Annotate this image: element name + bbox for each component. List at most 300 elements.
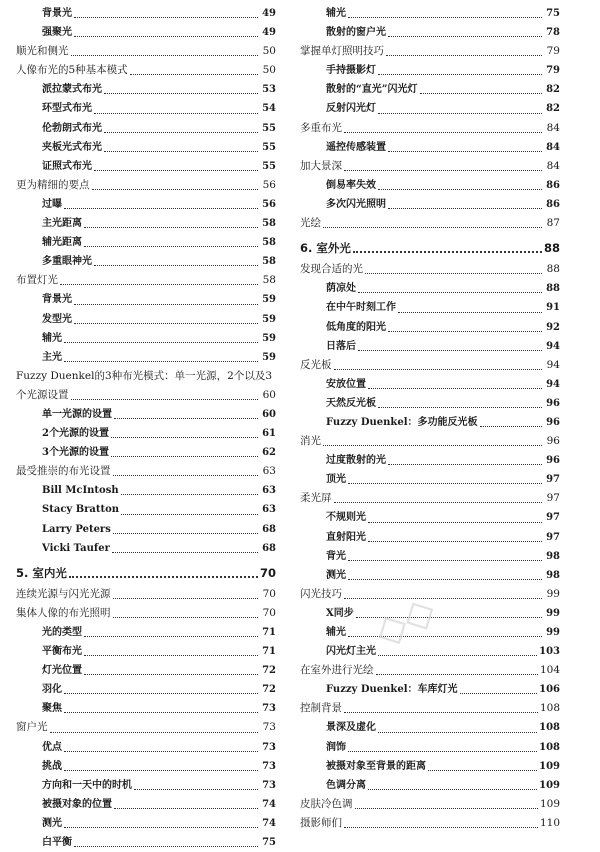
dot-leader [344,170,542,171]
toc-entry-title: 测光 [42,817,62,829]
dot-leader [480,426,542,427]
toc-entry[interactable] [300,604,560,623]
toc-entry-title: 2个光源的设置 [42,428,109,440]
toc-entry[interactable] [300,547,560,566]
toc-entry[interactable] [300,318,560,337]
toc-entry-title: 集体人像的布光照明 [16,606,111,619]
toc-entry[interactable] [300,157,560,176]
toc-page-number: 94 [546,378,560,390]
dot-leader [113,533,258,534]
toc-page-number: 78 [546,27,560,39]
toc-entry-title: 在中午时刻工作 [326,302,396,314]
toc-entry-title: 景深及虚化 [326,722,376,734]
toc-entry-title: 更为精细的要点 [16,178,90,191]
dot-leader [111,456,258,457]
toc-entry-title: 荫凉处 [326,283,356,295]
dot-leader [74,17,258,18]
dot-leader [378,407,542,408]
toc-entry-title: 单一光源的设置 [42,408,112,420]
dot-leader [64,712,258,713]
toc-entry[interactable] [16,99,276,118]
toc-page-number: 59 [262,313,276,325]
toc-entry-title: 天然反光板 [326,397,376,409]
toc-entry-title: Bill McIntosh [42,485,119,497]
toc-entry-title: 手持摄影灯 [326,65,376,77]
toc-page-number: 84 [546,121,560,134]
dot-leader [356,617,542,618]
toc-page-number: 103 [539,646,560,658]
dot-leader [94,113,258,114]
toc-entry-title: 直射阳光 [326,531,366,543]
toc-page-number: 99 [546,627,560,638]
dot-leader [386,55,542,56]
toc-entry-title: 被摄对象至背景的距离 [326,760,426,772]
dot-leader [111,437,258,438]
dot-leader [378,732,537,733]
toc-entry[interactable] [300,718,560,737]
dot-leader [134,789,258,790]
dot-leader [84,246,258,247]
toc-page-number: 87 [546,217,560,230]
dot-leader [104,132,258,133]
toc-page-number: 96 [546,416,560,428]
toc-entry-title: 平衡布光 [42,646,82,658]
toc-page-number: 96 [546,455,560,467]
toc-chapter-heading[interactable] [16,564,276,583]
toc-entry[interactable] [300,214,560,233]
toc-entry-title: 测光 [326,569,346,581]
toc-entry-title: 背景光 [42,8,72,19]
toc-entry[interactable] [16,500,276,519]
toc-entry[interactable] [300,795,560,814]
toc-entry[interactable] [16,195,276,214]
toc-entry-title: 主光距离 [42,218,82,230]
toc-entry-title: 反光板 [300,358,332,371]
toc-page-number: 73 [262,741,276,753]
toc-page-number: 56 [262,178,276,191]
toc-entry[interactable] [300,80,560,99]
toc-entry[interactable] [300,757,560,776]
toc-page-number: 70 [262,606,276,619]
dot-leader [368,789,537,790]
toc-entry[interactable] [16,424,276,443]
toc-entry[interactable] [300,61,560,80]
toc-page-number: 109 [539,760,560,772]
dot-leader [113,617,259,618]
toc-entry-title: 发型光 [42,313,72,325]
toc-entry[interactable] [16,776,276,795]
dot-leader [112,552,258,553]
toc-page-number: 109 [539,779,560,791]
toc-entry-title: 被摄对象的位置 [42,798,112,810]
toc-entry-title: 光绘 [300,217,321,230]
toc-left-column [16,4,276,852]
dot-leader [50,732,259,733]
toc-page-number: 58 [262,218,276,230]
toc-entry[interactable] [300,42,560,61]
dot-leader [388,151,542,152]
toc-entry[interactable] [16,481,276,500]
toc-entry[interactable] [300,337,560,356]
toc-entry[interactable] [16,23,276,42]
toc-entry[interactable] [300,279,560,298]
dot-leader [64,693,258,694]
toc-entry-title: 掌握单灯照明技巧 [300,45,384,58]
toc-page-number: 86 [546,198,560,210]
toc-entry[interactable] [16,443,276,462]
toc-page-number: 96 [546,397,560,409]
dot-leader [348,636,542,637]
dot-leader [348,751,537,752]
toc-page-number: 94 [546,358,560,371]
toc-chapter-heading[interactable] [300,239,560,258]
toc-page-number: 55 [262,122,276,134]
toc-page-number: 58 [262,256,276,268]
toc-entry[interactable] [16,661,276,680]
toc-entry[interactable] [300,138,560,157]
toc-entry[interactable] [16,214,276,233]
toc-page-number: 55 [262,141,276,153]
toc-page-number: 56 [262,198,276,210]
toc-page-number: 50 [262,45,276,58]
toc-page-number: 72 [262,665,276,677]
toc-entry-title: 不规则光 [326,512,366,524]
toc-entry[interactable] [16,585,276,604]
toc-page-number: 110 [539,816,560,829]
toc-page-number: 59 [262,351,276,363]
dot-leader [365,273,542,274]
toc-page-number: 88 [546,283,560,295]
toc-entry[interactable] [16,623,276,642]
dot-leader [368,522,542,523]
toc-page-number: 84 [546,141,560,153]
toc-entry-title: Fuzzy Duenkel：多功能反光板 [326,416,478,428]
toc-entry[interactable] [300,508,560,527]
dot-leader [344,132,542,133]
dot-leader [348,17,542,18]
toc-entry-title: 3个光源的设置 [42,447,109,459]
toc-entry[interactable] [300,195,560,214]
toc-entry[interactable] [16,814,276,833]
dot-leader [344,712,538,713]
toc-page-number: 63 [262,504,276,516]
dot-leader [104,151,258,152]
dot-leader [378,74,542,75]
toc-entry[interactable] [16,233,276,252]
toc-entry[interactable] [16,348,276,367]
dot-leader [113,475,259,476]
toc-page-number: 75 [546,8,560,19]
dot-leader [84,674,258,675]
toc-entry[interactable] [300,375,560,394]
dot-leader [74,323,258,324]
toc-page-number: 50 [262,64,276,77]
toc-entry-title: 消光 [300,435,321,448]
toc-page-number: 73 [262,721,276,734]
toc-entry[interactable] [16,176,276,195]
toc-entry-title: 灯光位置 [42,665,82,677]
dot-leader [323,227,542,228]
dot-leader [388,331,542,332]
toc-entry-title: 光的类型 [42,627,82,638]
toc-page-number: 58 [262,237,276,249]
dot-leader [348,483,542,484]
toc-page-number: 62 [262,447,276,459]
toc-entry-title: 布置灯光 [16,274,58,287]
toc-entry-title: 5. 室内光 [16,565,67,580]
dot-leader [113,598,259,599]
toc-entry[interactable] [300,119,560,138]
toc-entry-title: 闪光技巧 [300,587,342,600]
toc-page-number: 55 [262,160,276,172]
dot-leader [104,93,258,94]
toc-entry[interactable] [16,795,276,814]
toc-entry-title: 羽化 [42,684,62,696]
dot-leader [388,208,542,209]
toc-entry[interactable] [16,310,276,329]
toc-entry[interactable] [16,604,276,623]
toc-entry-title: Fuzzy Duenkel的3种布光模式：单一光源，2个以及3 [16,369,273,382]
toc-entry[interactable] [300,176,560,195]
toc-entry[interactable] [300,489,560,508]
toc-page-number: 59 [262,294,276,306]
toc-entry[interactable] [300,413,560,432]
toc-entry[interactable] [16,539,276,558]
toc-page-number: 70 [259,565,276,580]
toc-page-number: 73 [262,779,276,791]
toc-entry[interactable] [16,718,276,737]
toc-entry-title: 辅光 [326,8,346,19]
toc-entry-title: 人像布光的5种基本模式 [16,64,128,77]
dot-leader [60,284,258,285]
toc-entry-title: 在室外进行光绘 [300,664,374,677]
toc-entry[interactable] [16,80,276,99]
dot-leader [64,770,258,771]
dot-leader [69,576,258,578]
toc-entry-title: 顶光 [326,474,346,486]
toc-entry[interactable] [16,462,276,481]
toc-right-column [300,4,560,833]
toc-entry-title: 安放位置 [326,378,366,390]
toc-entry[interactable] [16,61,276,80]
toc-entry[interactable] [16,42,276,61]
dot-leader [64,827,258,828]
toc-page-number: 61 [262,428,276,440]
toc-entry[interactable] [300,356,560,375]
dot-leader [71,399,259,400]
toc-entry-title: 挑战 [42,760,62,772]
toc-entry-title: 控制背景 [300,702,342,715]
dot-leader [84,636,258,637]
toc-entry[interactable] [300,260,560,279]
toc-entry-title: 多次闪光照明 [326,198,386,210]
dot-leader [334,369,543,370]
toc-entry-title: X同步 [326,607,354,619]
toc-entry-title: 遥控传感装置 [326,141,386,153]
dot-leader [74,846,258,847]
toc-page-number: 58 [262,274,276,287]
toc-entry[interactable] [16,833,276,852]
toc-entry-title: 聚焦 [42,703,62,715]
toc-entry[interactable] [16,119,276,138]
dot-leader [420,93,542,94]
toc-entry[interactable] [300,623,560,642]
toc-entry-title: 环型式布光 [42,103,92,115]
toc-entry[interactable] [300,814,560,833]
toc-entry[interactable] [16,157,276,176]
toc-entry[interactable] [16,642,276,661]
toc-entry[interactable] [300,680,560,699]
toc-page-number: 79 [546,65,560,77]
toc-entry[interactable] [16,329,276,348]
toc-entry[interactable] [16,138,276,157]
toc-entry[interactable] [300,585,560,604]
toc-entry[interactable] [300,470,560,489]
toc-entry[interactable] [300,451,560,470]
dot-leader [84,227,258,228]
toc-entry[interactable] [16,680,276,699]
toc-page-number: 108 [539,741,560,753]
toc-entry[interactable] [16,405,276,424]
toc-entry-title: 顺光和侧光 [16,45,69,58]
toc-entry-title: 连续光源与闪光光源 [16,587,111,600]
toc-entry[interactable] [300,394,560,413]
dot-leader [368,388,542,389]
toc-page-number: 71 [262,627,276,638]
toc-entry[interactable] [300,661,560,680]
dot-leader [94,170,258,171]
toc-entry-title: 背景光 [42,294,72,306]
toc-entry[interactable] [16,290,276,309]
toc-entry-title: 个光源设置 [16,388,69,401]
dot-leader [84,655,258,656]
toc-entry-title: 发现合适的光 [300,263,363,276]
toc-entry-title: 方向和一天中的时机 [42,779,132,791]
toc-entry[interactable] [16,757,276,776]
dot-leader [378,655,537,656]
toc-entry-title: 色调分离 [326,779,366,791]
toc-page-number: 70 [262,587,276,600]
toc-entry[interactable] [300,738,560,757]
toc-entry-title: 反射闪光灯 [326,103,376,115]
dot-leader [114,418,258,419]
dot-leader [344,598,542,599]
toc-entry[interactable] [300,699,560,718]
toc-entry[interactable] [300,642,560,661]
dot-leader [121,494,258,495]
dot-leader [121,514,258,515]
dot-leader [428,770,537,771]
toc-entry-title: Fuzzy Duenkel：车库灯光 [326,684,458,696]
toc-page-number: 91 [546,302,560,314]
toc-page-number: 68 [262,542,276,554]
toc-entry-title: 白平衡 [42,837,72,849]
toc-page-number: 49 [262,8,276,19]
toc-page-number: 71 [262,646,276,658]
toc-entry-title: 加大景深 [300,159,342,172]
toc-page-number: 63 [262,485,276,497]
dot-leader [358,350,542,351]
toc-entry[interactable] [16,271,276,290]
toc-entry-title: 皮肤冷色调 [300,797,353,810]
dot-leader [378,113,542,114]
toc-entry-title: 窗户光 [16,721,48,734]
dot-leader [388,464,542,465]
toc-entry[interactable] [300,566,560,585]
toc-page-number: 94 [546,340,560,352]
toc-entry-title: 主光 [42,351,62,363]
toc-entry-title: Stacy Bratton [42,504,120,516]
toc-page-number: 88 [546,263,560,276]
toc-entry-title: 柔光屏 [300,492,332,505]
toc-entry-title: 背光 [326,550,346,562]
dot-leader [64,208,258,209]
toc-entry-title: 低角度的阳光 [326,321,386,333]
dot-leader [71,55,259,56]
dot-leader [74,304,258,305]
toc-entry-title: Larry Peters [42,523,111,535]
toc-entry[interactable] [16,4,276,23]
toc-entry-title: Vicki Taufer [42,542,110,554]
toc-page-number: 98 [546,550,560,562]
dot-leader [92,189,259,190]
toc-page-number: 75 [262,837,276,849]
dot-leader [368,541,542,542]
toc-page-number: 73 [262,760,276,772]
toc-page-number: 84 [546,159,560,172]
toc-page-number: 60 [262,408,276,420]
toc-entry[interactable] [16,386,276,405]
toc-page-number: 98 [546,569,560,581]
toc-page-number: 74 [262,817,276,829]
toc-entry[interactable] [300,99,560,118]
watermark: ◇◇ [366,586,443,656]
toc-page-number: 82 [546,103,560,115]
toc-entry-title: 多重眼神光 [42,256,92,268]
dot-leader [376,674,538,675]
dot-leader [348,579,542,580]
toc-page-number: 97 [546,474,560,486]
toc-entry[interactable] [16,699,276,718]
toc-entry[interactable] [16,520,276,539]
toc-entry[interactable] [16,367,276,386]
toc-entry[interactable] [300,776,560,795]
toc-entry-title: 优点 [42,741,62,753]
dot-leader [353,251,542,253]
toc-page-number: 106 [539,684,560,696]
toc-page-number: 73 [262,703,276,715]
toc-entry[interactable] [300,23,560,42]
toc-page-number: 108 [539,722,560,734]
toc-page-number: 72 [262,684,276,696]
dot-leader [114,808,258,809]
toc-page-number: 109 [539,797,560,810]
toc-entry[interactable] [16,738,276,757]
toc-entry[interactable] [300,4,560,23]
toc-entry-title: 辅光 [326,627,346,638]
toc-entry[interactable] [300,528,560,547]
toc-entry[interactable] [16,252,276,271]
toc-entry[interactable] [300,298,560,317]
toc-page-number: 59 [262,332,276,344]
toc-entry-title: 散射的窗户光 [326,27,386,39]
toc-page-number: 82 [546,84,560,96]
dot-leader [355,808,538,809]
toc-entry-title: 多重布光 [300,121,342,134]
dot-leader [323,445,542,446]
toc-entry-title: 最受推崇的布光设置 [16,465,111,478]
toc-entry[interactable] [300,432,560,451]
